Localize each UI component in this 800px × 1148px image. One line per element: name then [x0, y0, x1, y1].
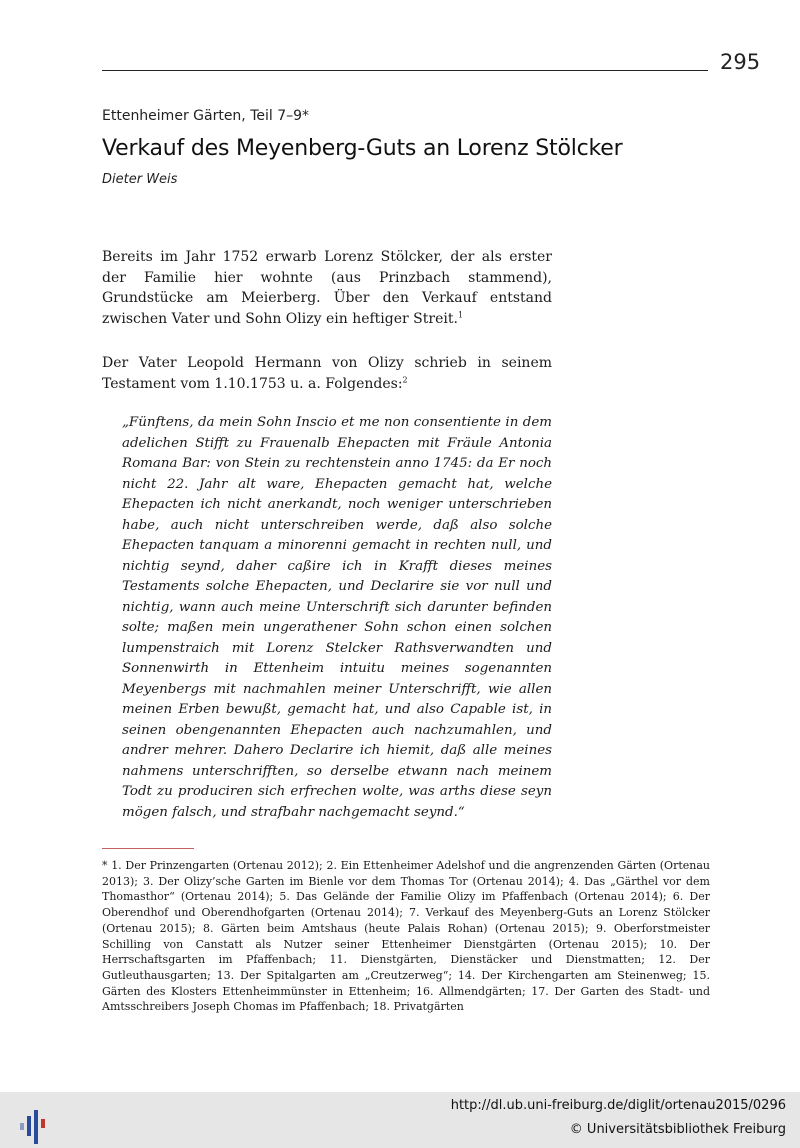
- article-title: Verkauf des Meyenberg-Guts an Lorenz Stölcker: [102, 136, 623, 161]
- ub-freiburg-logo-icon[interactable]: [14, 1102, 54, 1144]
- page-number: 295: [720, 50, 761, 74]
- testament-quote: „Fünftens, da mein Sohn Inscio et me non consentiente in dem adelichen Stifft zu Frauenalb Ehepacten mit Fräule Antonia Romana Bar: von Stein zu rechtenstein anno 1745: da Er noch nicht 22. Jahr alt ware, Ehepacten gemacht hat, welche Ehepacten ich nicht anerkandt, noch weniger unterschrieben habe, auch nicht unterschreiben werde, daß also solche Ehepacten tanquam a minorenni gemacht in rechten null, und nichtig seynd, daher caßire ich in Krafft dieses meines Testaments solche Ehepacten, und Declarire sie vor null und nichtig, wann auch meine Unterschrift sich darunter befinden solte; maßen mein ungerathener Sohn schon einen solchen lumpenstraich mit Lorenz Stelcker Rathsverwandten und Sonnenwirth in Ettenheim intuitu meines sogenannten Meyenbergs mit nachmahlen meiner Unterschrifft, wie allen meinen Erben bewußt, gemacht hat, und also Capable ist, in seinen obengenannten Ehepacten auch nachzumahlen, und andrer mehrer. Dahero Declarire ich hiemit, daß alle meines nahmens unterschrifften, so derselbe etwann nach meinem Todt zu produciren sich erfrechen wolte, was arths diese seyn mögen falsch, und strafbahr nachgemacht seynd.“: [122, 415, 552, 820]
- source-url[interactable]: http://dl.ub.uni-freiburg.de/diglit/ortenau2015/0296: [450, 1098, 786, 1113]
- body-paragraph: [102, 247, 552, 329]
- paragraph-text: Bereits im Jahr 1752 erwarb Lorenz Stölcker, der als erster der Familie hier wohnte (aus Prinzbach stammend), Grundstücke am Meierberg. Über den Verkauf entstand zwischen Vater und Sohn Olizy ein heftiger Streit.: [102, 249, 552, 327]
- series-title: Ettenheimer Gärten, Teil 7–9*: [102, 108, 310, 124]
- paragraph-text: Der Vater Leopold Hermann von Olizy schrieb in seinem Testament vom 1.10.1753 u. a. Folgendes:: [102, 355, 552, 392]
- footnote: * 1. Der Prinzengarten (Ortenau 2012); 2. Ein Ettenheimer Adelshof und die angrenzenden Gärten (Ortenau 2013); 3. Der Olizy’sche Garten im Bienle vor dem Thomas Tor (Ortenau 2014); 4. Das „Gärthel vor dem Thomasthor“ (Ortenau 2014); 5. Das Gelände der Familie Olizy im Pfaffenbach (Ortenau 2014); 6. Der Oberendhof und Oberendhofgarten (Ortenau 2014); 7. Verkauf des Meyenberg-Guts an Lorenz Stölcker (Ortenau 2015); 8. Gärten beim Amtshaus (heute Palais Rohan) (Ortenau 2015); 9. Oberforstmeister Schilling von Canstatt als Nutzer seiner Ettenheimer Dienstgärten (Ortenau 2015); 10. Der Herrschaftsgarten im Pfaffenbach; 11. Dienstgärten, Dienstäcker und Dienstmatten; 12. Der Gutleuthausgarten; 13. Der Spitalgarten am „Creutzerweg“; 14. Der Kirchengarten am Steinenweg; 15. Gärten des Klosters Ettenheimmünster in Ettenheim; 16. Allmendgärten; 17. Der Garten des Stadt- und Amtsschreibers Joseph Chomas im Pfaffenbach; 18. Privatgärten: [102, 859, 710, 1014]
- footer-bar: [0, 1092, 800, 1148]
- footnote-rule: [102, 848, 194, 849]
- body-paragraph: [102, 353, 552, 394]
- header-rule: [102, 70, 708, 71]
- footnote-marker: 1: [457, 309, 464, 319]
- footnote-marker: 2: [402, 374, 408, 384]
- author: Dieter Weis: [102, 172, 178, 187]
- copyright: © Universitätsbibliothek Freiburg: [569, 1122, 786, 1137]
